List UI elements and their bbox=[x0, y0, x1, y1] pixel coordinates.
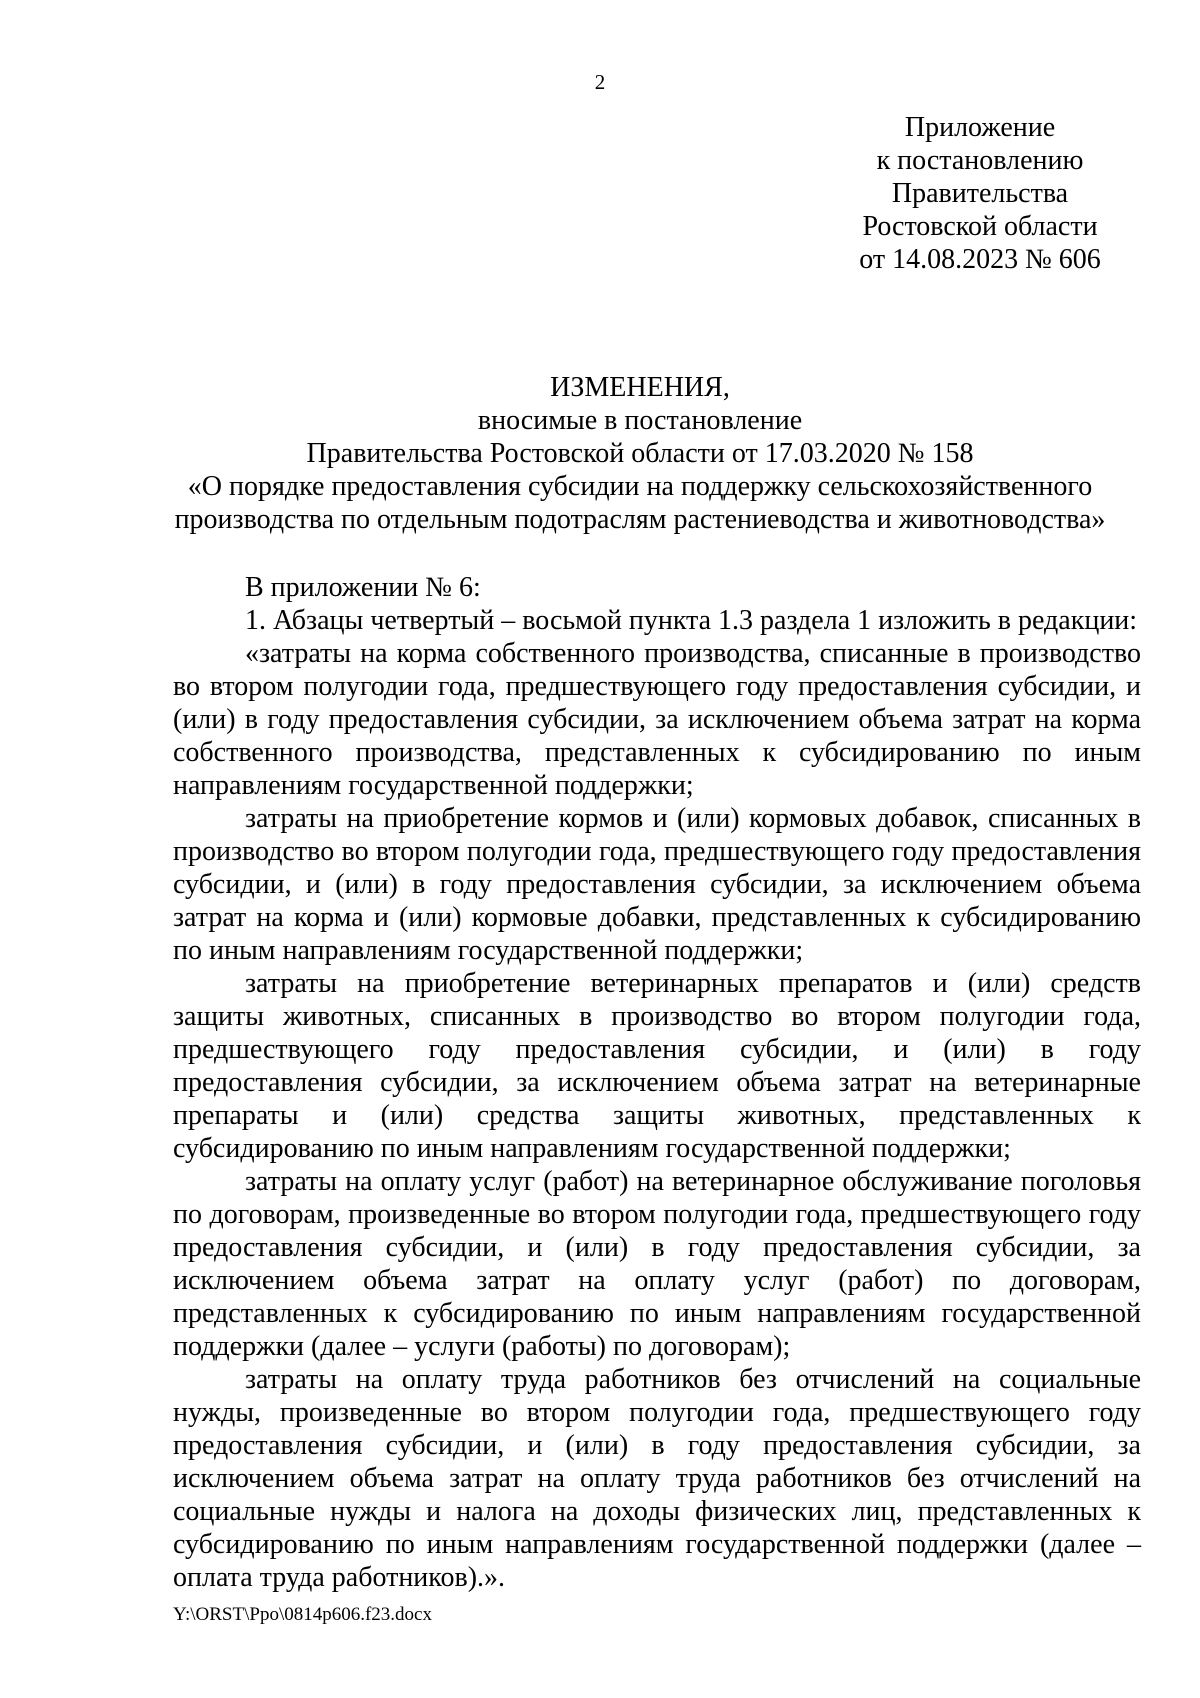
page-number: 2 bbox=[594, 70, 606, 94]
title-line: Правительства Ростовской области от 17.03.2020 № 158 bbox=[306, 438, 974, 469]
appendix-line: Приложение bbox=[904, 112, 1056, 143]
title-line: производства по отдельным подотраслям растениеводства и животноводства» bbox=[174, 504, 1106, 535]
document-title bbox=[140, 371, 1140, 536]
body-paragraph: затраты на оплату труда работников без отчислений на социальные нужды, произведенные во втором полугодии года, предшествующего году предоставления субсидии, и (или) в году предоставления субсидии, за исключением объема затрат на оплату труда работников без отчислений на социальные нужды и налога на доходы физических лиц, представленных к субсидированию по иным направлениям государственной поддержки (далее – оплата труда работников).». bbox=[173, 1364, 1141, 1593]
appendix-line: к постановлению bbox=[876, 145, 1084, 176]
body-paragraph: затраты на приобретение кормов и (или) кормовых добавок, списанных в производство во втором полугодии года, предшествующего году предоставления субсидии, и (или) в году предоставления субсидии, за исключением объема затрат на корма и (или) кормовые добавки, представленных к субсидированию по иным направлениям государственной поддержки; bbox=[173, 803, 1141, 966]
title-line: вносимые в постановление bbox=[477, 405, 803, 436]
item-paragraph: 1. Абзацы четвертый – восьмой пункта 1.3 раздела 1 изложить в редакции: bbox=[245, 605, 1138, 636]
appendix-line: Ростовской области bbox=[862, 211, 1098, 242]
appendix-date-number: от 14.08.2023 № 606 bbox=[859, 244, 1101, 275]
appendix-line: Правительства bbox=[891, 178, 1069, 209]
footer-file-path: Y:\ORST\Ppo\0814p606.f23.docx bbox=[173, 1604, 432, 1625]
intro-paragraph: В приложении № 6: bbox=[245, 572, 481, 603]
body-paragraph: затраты на приобретение ветеринарных препаратов и (или) средств защиты животных, списанных в производство во втором полугодии года, предшествующего году предоставления субсидии, и (или) в году предоставления субсидии, за исключением объема затрат на ветеринарные препараты и (или) средства защиты животных, представленных к субсидированию по иным направлениям государственной поддержки; bbox=[173, 968, 1141, 1164]
title-heading: ИЗМЕНЕНИЯ, bbox=[550, 372, 730, 403]
document-body bbox=[173, 571, 1141, 1594]
appendix-header bbox=[820, 111, 1140, 276]
title-line: «О порядке предоставления субсидии на поддержку сельскохозяйственного bbox=[187, 471, 1093, 502]
body-paragraph: затраты на оплату услуг (работ) на ветеринарное обслуживание поголовья по договорам, произведенные во втором полугодии года, предшествующего году предоставления субсидии, и (или) в году предоставления субсидии, за исключением объема затрат на оплату услуг (работ) по договорам, представленных к субсидированию по иным направлениям государственной поддержки (далее – услуги (работы) по договорам); bbox=[173, 1166, 1141, 1362]
body-paragraph: «затраты на корма собственного производства, списанные в производство во втором полугодии года, предшествующего году предоставления субсидии, и (или) в году предоставления субсидии, за исключением объема затрат на корма собственного производства, представленных к субсидированию по иным направлениям государственной поддержки; bbox=[173, 638, 1141, 801]
